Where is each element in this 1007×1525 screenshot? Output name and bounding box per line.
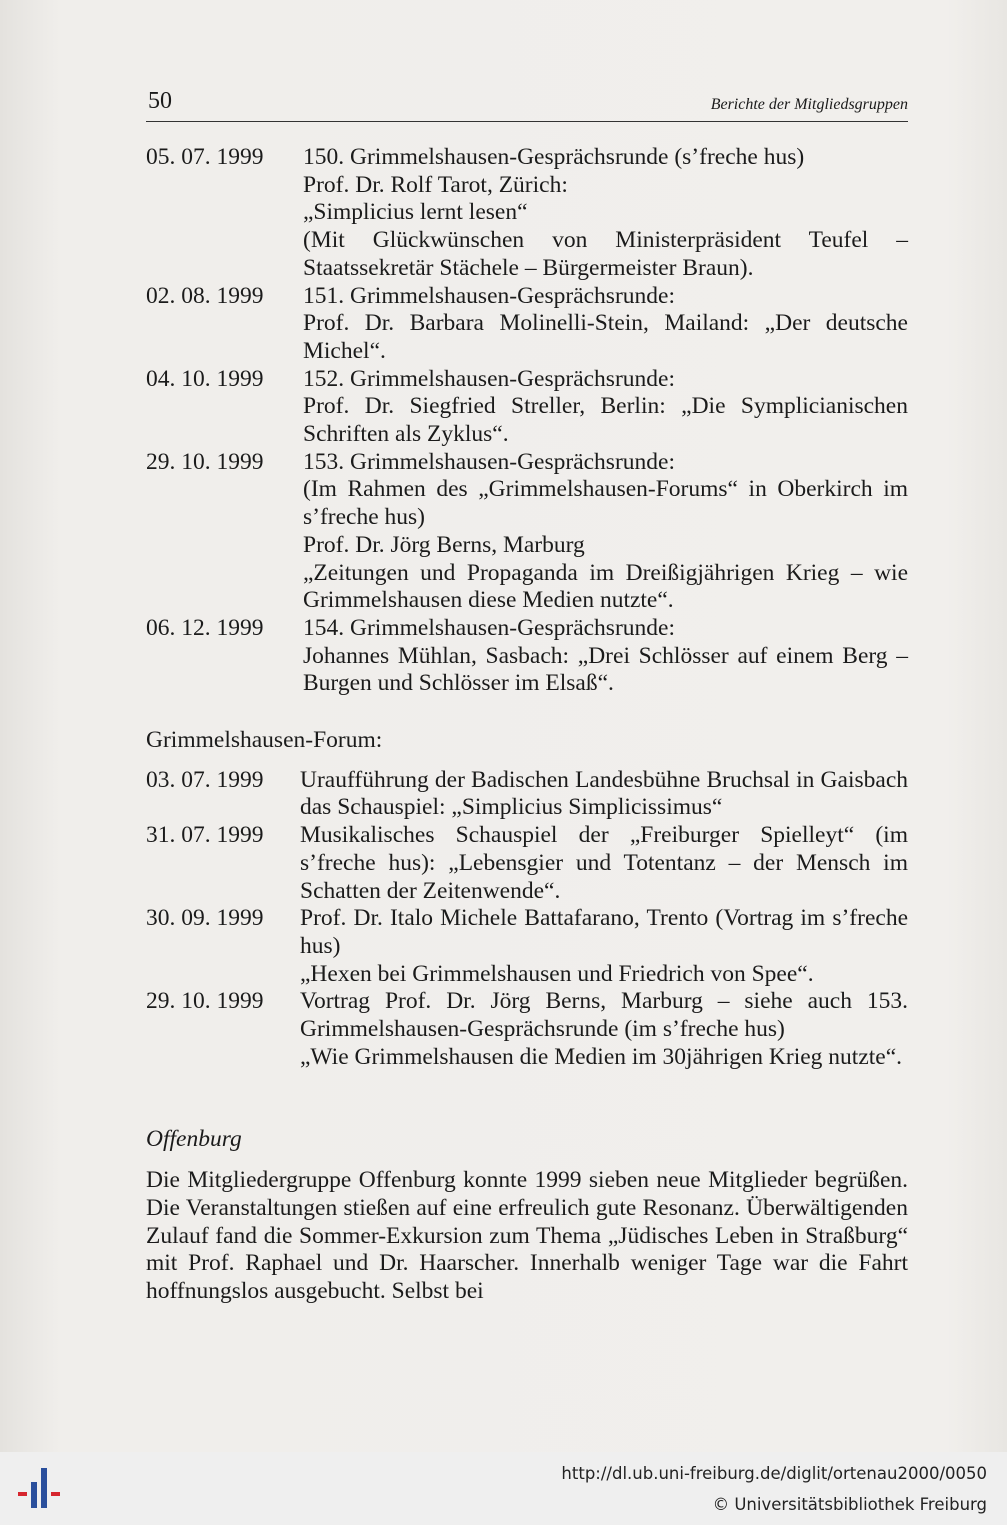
entry-row xyxy=(146,822,908,905)
entry-line: Uraufführung der Badischen Landesbühne Bruchsal in Gaisbach das Schauspiel: „Simplicius Simplicissimus“ xyxy=(300,766,908,821)
entry-line: Prof. Dr. Barbara Molinelli-Stein, Mailand: „Der deutsche Michel“. xyxy=(303,310,908,364)
entry-date: 03. 07. 1999 xyxy=(146,766,264,793)
entry-line: Prof. Dr. Jörg Berns, Marburg xyxy=(303,531,585,558)
footer-copyright: © Universitätsbibliothek Freiburg xyxy=(712,1495,987,1514)
forum-label: Grimmelshausen-Forum: xyxy=(146,727,383,754)
offenburg-heading: Offenburg xyxy=(146,1125,242,1152)
entry-body xyxy=(303,144,908,283)
entry-line: Vortrag Prof. Dr. Jörg Berns, Marburg – siehe auch 153. Grimmelshausen-Gesprächsrunde (im s’freche hus) xyxy=(300,988,908,1043)
entry-body xyxy=(303,615,908,698)
entry-body xyxy=(303,366,908,449)
entry-date: 06. 12. 1999 xyxy=(146,614,264,641)
viewer-footer xyxy=(0,1452,1007,1525)
gespraechsrunden-list xyxy=(146,144,908,698)
entry-date: 30. 09. 1999 xyxy=(146,905,264,932)
entry-row xyxy=(146,615,908,698)
entry-line: Prof. Dr. Rolf Tarot, Zürich: xyxy=(303,171,568,198)
entry-row xyxy=(146,905,908,988)
page-content xyxy=(146,144,908,1306)
entry-date: 29. 10. 1999 xyxy=(146,448,264,475)
entry-line: 151. Grimmelshausen-Gesprächsrunde: xyxy=(303,282,675,309)
offenburg-paragraph: Die Mitgliedergruppe Offenburg konnte 1999 sieben neue Mitglieder begrüßen. Die Veranstaltungen stießen auf eine erfreulich gute Resonanz. Überwältigenden Zulauf fand die Sommer-Exkursion zum Thema „Jüdisches Leben in Straßburg“ mit Prof. Raphael und Dr. Haarscher. Innerhalb weniger Tage war die Fahrt hoffnungslos ausgebucht. Selbst bei xyxy=(146,1167,908,1305)
entry-row xyxy=(146,988,908,1071)
footer-url-link[interactable]: http://dl.ub.uni-freiburg.de/diglit/ortenau2000/0050 xyxy=(561,1464,987,1483)
entry-body xyxy=(303,449,908,615)
entry-line: „Zeitungen und Propaganda im Dreißigjährigen Krieg – wie Grimmelshausen diese Medien nutzte“. xyxy=(303,559,908,614)
entry-line: 152. Grimmelshausen-Gesprächsrunde: xyxy=(303,365,675,392)
entry-line: (Mit Glückwünschen von Ministerpräsident Teufel – Staatssekretär Stächele – Bürgermeister Braun). xyxy=(303,227,908,281)
entry-date: 04. 10. 1999 xyxy=(146,365,264,392)
entry-body xyxy=(303,283,908,366)
entry-date: 29. 10. 1999 xyxy=(146,988,264,1015)
entry-row xyxy=(146,283,908,366)
ub-freiburg-logo-icon xyxy=(14,1464,64,1514)
entry-line: 150. Grimmelshausen-Gesprächsrunde (s’freche hus) xyxy=(303,144,805,170)
entry-row xyxy=(146,767,908,822)
running-head: Berichte der Mitgliedsgruppen xyxy=(710,96,908,113)
entry-line: Prof. Dr. Italo Michele Battafarano, Trento (Vortrag im s’freche hus) xyxy=(300,905,908,959)
page-header xyxy=(146,88,908,122)
page-number: 50 xyxy=(148,88,172,114)
entry-line: 154. Grimmelshausen-Gesprächsrunde: xyxy=(303,614,675,641)
entry-line: Johannes Mühlan, Sasbach: „Drei Schlösser auf einem Berg – Burgen und Schlösser im Elsaß“. xyxy=(303,642,908,697)
entry-body xyxy=(300,988,908,1071)
entry-date: 05. 07. 1999 xyxy=(146,144,264,170)
entry-row xyxy=(146,449,908,615)
entry-line: „Hexen bei Grimmelshausen und Friedrich von Spee“. xyxy=(300,960,814,987)
entry-line: (Im Rahmen des „Grimmelshausen-Forums“ in Oberkirch im s’freche hus) xyxy=(303,476,908,531)
entry-line: „Simplicius lernt lesen“ xyxy=(303,199,528,226)
entry-body xyxy=(300,822,908,905)
entry-date: 31. 07. 1999 xyxy=(146,822,264,849)
entry-line: „Wie Grimmelshausen die Medien im 30jährigen Krieg nutzte“. xyxy=(300,1043,903,1070)
entry-body xyxy=(300,767,908,822)
entry-line: Prof. Dr. Siegfried Streller, Berlin: „Die Symplicianischen Schriften als Zyklus“. xyxy=(303,393,908,448)
entry-line: 153. Grimmelshausen-Gesprächsrunde: xyxy=(303,448,675,475)
forum-list xyxy=(146,767,908,1072)
entry-body xyxy=(300,905,908,988)
entry-line: Musikalisches Schauspiel der „Freiburger Spielleyt“ (im s’freche hus): „Lebensgier und Totentanz – der Mensch im Schatten der Zeitenwende“. xyxy=(300,822,908,904)
entry-row xyxy=(146,366,908,449)
entry-date: 02. 08. 1999 xyxy=(146,282,264,309)
entry-row xyxy=(146,144,908,283)
